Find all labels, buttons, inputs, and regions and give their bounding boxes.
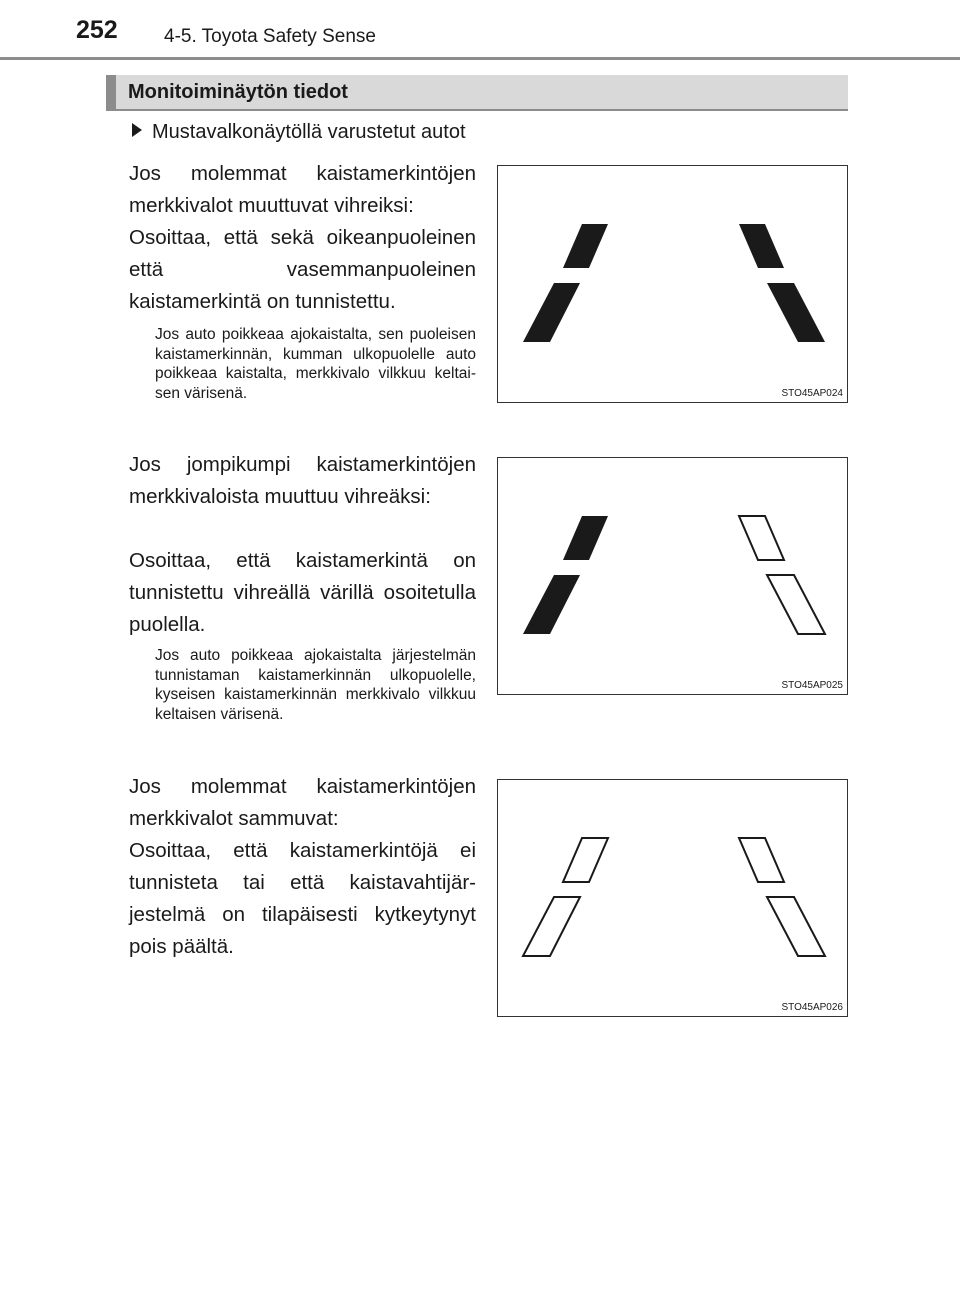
lane-markers-graphic <box>498 458 849 696</box>
lane-markers-graphic <box>498 166 849 404</box>
block-3-lead: Jos molemmat kaistamerkintöjen merkkivalot sammuvat: <box>129 775 476 830</box>
left-lane-lower-marker <box>523 897 580 956</box>
right-lane-lower-marker <box>767 283 825 342</box>
right-lane-upper-marker <box>739 516 784 560</box>
figure-both-lanes-detected <box>497 165 848 403</box>
block-1-lead: Jos molemmat kaistamerkintöjen merkkivalot muuttuvat vihreiksi: <box>129 162 476 217</box>
section-heading <box>106 75 848 111</box>
bullet-text: Mustavalkonäytöllä varustetut autot <box>152 121 466 143</box>
lane-markers-graphic <box>498 780 849 1018</box>
header-rule <box>0 57 960 60</box>
figure-no-lanes-detected <box>497 779 848 1017</box>
block-1-body: Osoittaa, että sekä oikeanpuoleinen että vasemmanpuoleinen kaistamerkintä on tunnistettu. <box>129 226 476 313</box>
triangle-bullet-icon <box>132 123 142 137</box>
left-lane-upper-marker <box>563 838 608 882</box>
chapter-title: 4-5. Toyota Safety Sense <box>164 26 376 47</box>
page-number: 252 <box>76 16 118 44</box>
left-lane-lower-marker <box>523 575 580 634</box>
figure-code: STO45AP024 <box>781 388 843 399</box>
section-heading-text: Monitoiminäytön tiedot <box>128 81 348 103</box>
block-2-note: Jos auto poikkeaa ajokaistalta järjestelmän tunnistaman kaistamerkinnän ulkopuolelle, kyseisen kaistamerkinnän merkkivalo vilkkuu keltaisen värisenä. <box>155 647 476 723</box>
figure-code: STO45AP025 <box>781 680 843 691</box>
left-lane-lower-marker <box>523 283 580 342</box>
bullet-line <box>132 121 466 144</box>
right-lane-upper-marker <box>739 224 784 268</box>
figure-one-lane-detected <box>497 457 848 695</box>
block-1-note: Jos auto poikkeaa ajokaistalta, sen puoleisen kaistamerkinnän, kumman ulkopuolelle auto poikkeaa kaistalta, merkkivalo vilkkuu keltaisen värisenä. <box>155 326 476 402</box>
right-lane-upper-marker <box>739 838 784 882</box>
block-2-lead: Jos jompikumpi kaistamerkintöjen merkkivaloista muuttuu vihreäksi: <box>129 453 476 508</box>
right-lane-lower-marker <box>767 575 825 634</box>
block-3-body: Osoittaa, että kaistamerkintöjä ei tunnisteta tai että kaistavahtijärjestelmä on tilapäisesti kytkeytynyt pois päältä. <box>129 839 476 958</box>
left-lane-upper-marker <box>563 516 608 560</box>
block-2-body: Osoittaa, että kaistamerkintä on tunnistettu vihreällä värillä osoitetulla puolella. <box>129 549 476 636</box>
left-lane-upper-marker <box>563 224 608 268</box>
right-lane-lower-marker <box>767 897 825 956</box>
figure-code: STO45AP026 <box>781 1002 843 1013</box>
